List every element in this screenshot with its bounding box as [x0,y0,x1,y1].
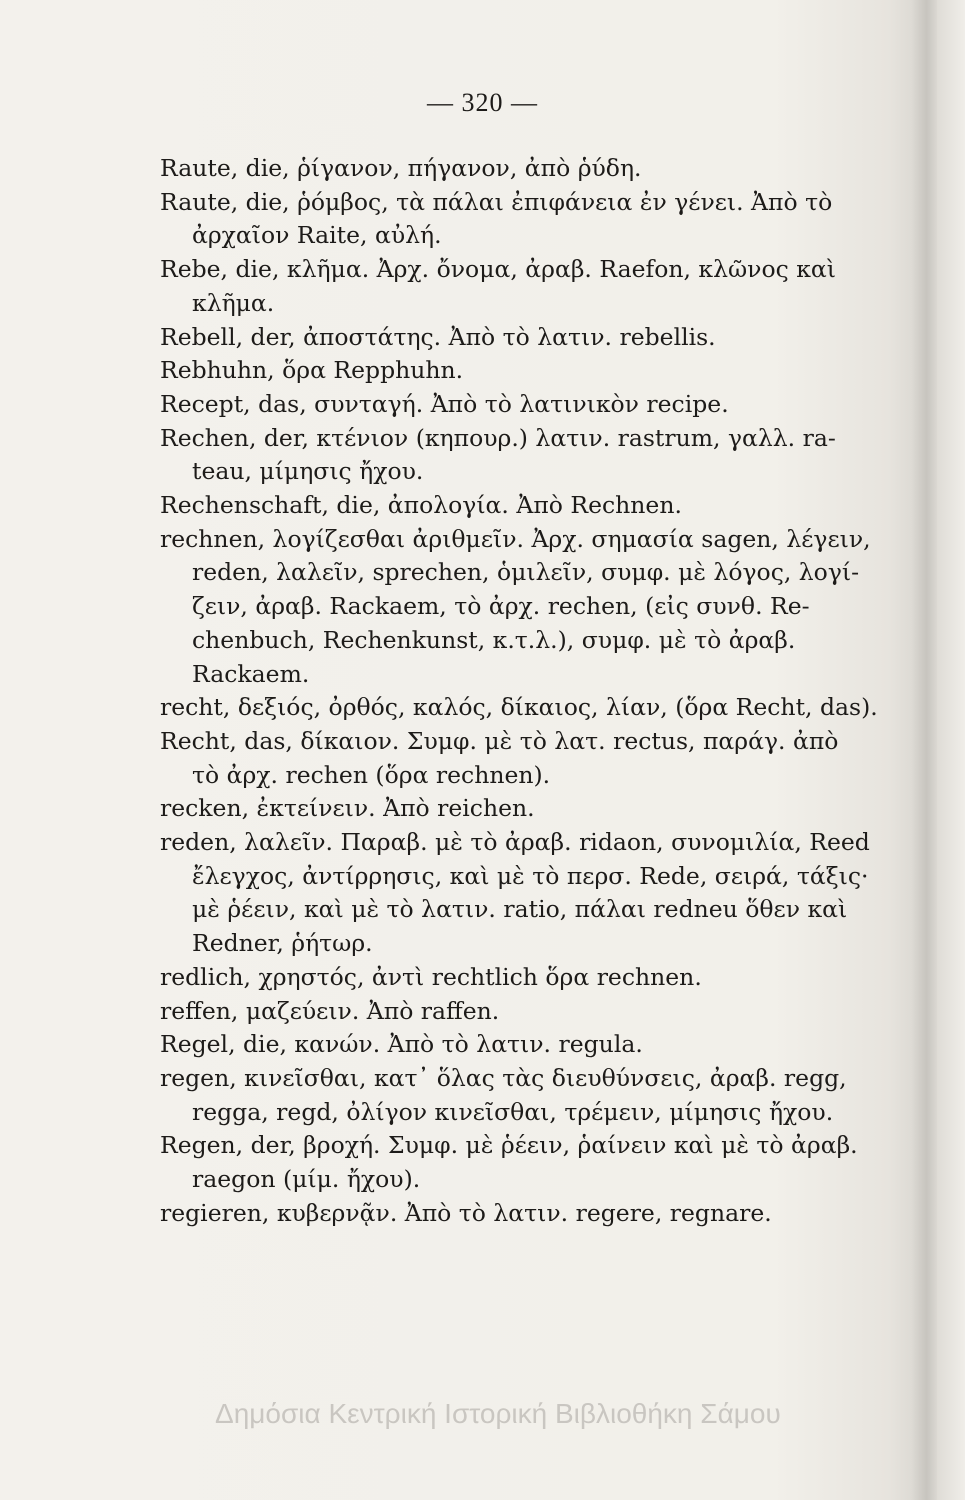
entry-line: Raute, die, ῥόμβος, τὰ πάλαι ἐπιφάνεια ἐν γένει. Ἀπὸ τὸ [160,187,833,216]
entry-line: τὸ ἀρχ. rechen (ὅρα rechnen). [192,760,551,789]
entry-line: redlich, χρηστός, ἀντὶ rechtlich ὅρα rechnen. [160,962,702,991]
entry-line: μὲ ῥέειν, καὶ μὲ τὸ λατιν. ratio, πάλαι redneu ὅθεν καὶ [192,895,848,924]
entry-line: chenbuch, Rechenkunst, κ.τ.λ.), συμφ. μὲ τὸ ἀραβ. [192,625,796,654]
entry-line: raegon (μίμ. ἤχου). [192,1165,421,1194]
entry-line: regga, regd, ὀλίγον κινεῖσθαι, τρέμειν, μίμησις ἤχου. [192,1097,834,1126]
entry-line: recht, δεξιός, ὀρθός, καλός, δίκαιος, λίαν, (ὅρα Recht, das). [160,693,878,722]
entry-line: Recht, das, δίκαιον. Συμφ. μὲ τὸ λατ. rectus, παράγ. ἀπὸ [160,726,839,755]
entry-line: Rackaem. [192,659,310,688]
dictionary-entries [160,152,895,1231]
page-number: — 320 — [427,88,538,117]
entry-line: Rebhuhn, ὅρα Repphuhn. [160,356,464,385]
entry-line: Rebe, die, κλῆμα. Ἀρχ. ὄνομα, ἀραβ. Raefon, κλῶνος καὶ [160,255,837,284]
entry-line: regen, κινεῖσθαι, κατ᾽ ὅλας τὰς διευθύνσεις, ἀραβ. regg, [160,1063,847,1092]
entry-line: recken, ἐκτείνειν. Ἀπὸ reichen. [160,794,535,823]
entry-line: reffen, μαζεύειν. Ἀπὸ raffen. [160,996,500,1025]
page-edge-shadow [911,0,937,1500]
entry-line: Recept, das, συνταγή. Ἀπὸ τὸ λατινικὸν recipe. [160,389,729,418]
entry-line: teau, μίμησις ἤχου. [192,457,424,486]
entry-line: Regen, der, βροχή. Συμφ. μὲ ῥέειν, ῥαίνειν καὶ μὲ τὸ ἀραβ. [160,1131,858,1160]
entry-line: ἀρχαῖον Raite, αὐλή. [192,221,442,250]
entry-line: ζειν, ἀραβ. Rackaem, τὸ ἀρχ. rechen, (εἰς συνθ. Re- [192,592,810,621]
entry-line: Regel, die, κανών. Ἀπὸ τὸ λατιν. regula. [160,1030,643,1059]
entry-line: ἔλεγχος, ἀντίρρησις, καὶ μὲ τὸ περσ. Rede, σειρά, τάξις· [192,861,869,890]
entry-line: regieren, κυβερνᾷν. Ἀπὸ τὸ λατιν. regere, regnare. [160,1198,772,1227]
entry-line: Redner, ῥήτωρ. [192,929,373,958]
entry-line: κλῆμα. [192,288,275,317]
library-watermark: Δημόσια Κεντρική Ιστορική Βιβλιοθήκη Σάμου [215,1398,781,1429]
entry-line: reden, λαλεῖν. Παραβ. μὲ τὸ ἀραβ. ridaon, συνομιλία, Reed [160,828,870,857]
entry-line: Raute, die, ῥίγανον, πήγανον, ἀπὸ ῥύδη. [160,154,642,182]
entry-line: Rechen, der, κτένιον (κηπουρ.) λατιν. rastrum, γαλλ. ra- [160,423,836,452]
entry-line: Rebell, der, ἀποστάτης. Ἀπὸ τὸ λατιν. rebellis. [160,322,716,351]
entry-line: reden, λαλεῖν, sprechen, ὁμιλεῖν, συμφ. μὲ λόγος, λογί- [192,558,860,587]
entry-line: rechnen, λογίζεσθαι ἀριθμεῖν. Ἀρχ. σημασία sagen, λέγειν, [160,524,871,553]
entry-line: Rechenschaft, die, ἀπολογία. Ἀπὸ Rechnen. [160,491,682,520]
